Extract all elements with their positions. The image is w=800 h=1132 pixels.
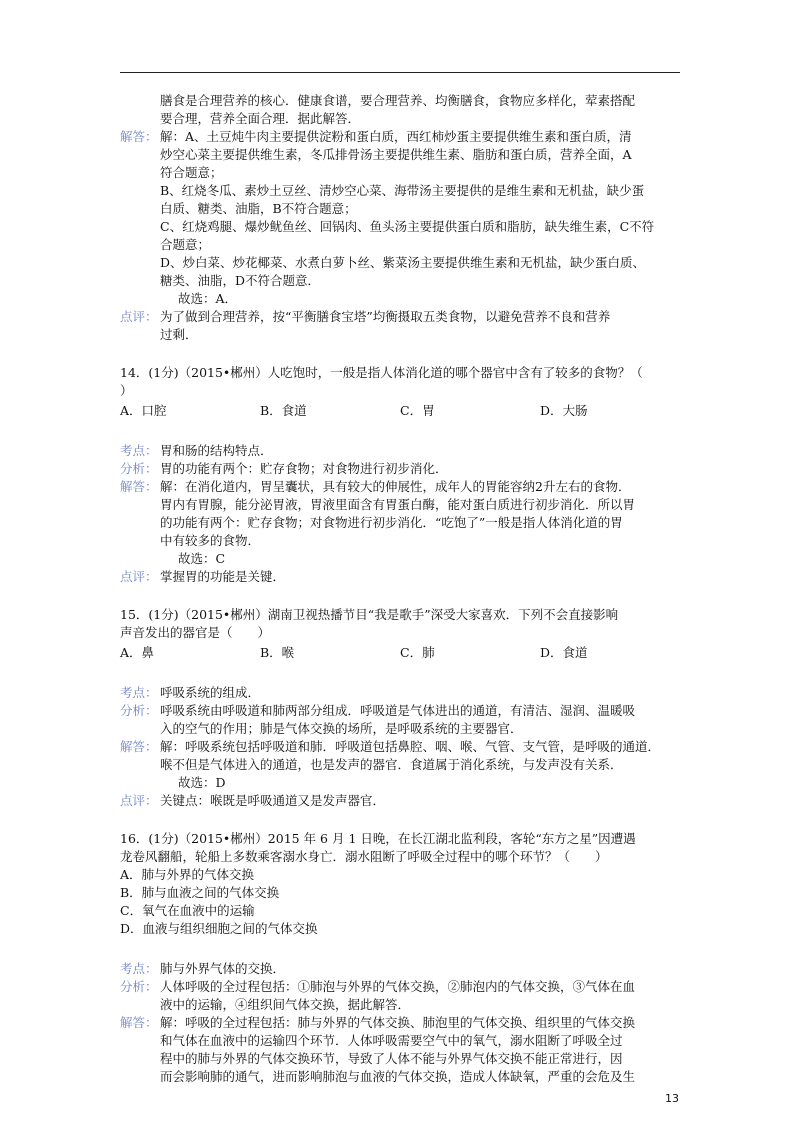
comment-label: 点评： [120, 309, 158, 324]
kaodian [120, 442, 680, 460]
kaodian-label: 考点： [120, 961, 158, 976]
answer-label: 解答： [120, 1015, 158, 1030]
text-line: 解：在消化道内，胃呈囊状，具有较大的伸展性，成年人的胃能容纳2升左右的食物． [160, 479, 631, 494]
answer [120, 738, 680, 792]
comment-label: 点评： [120, 793, 158, 808]
header-rule [120, 72, 680, 73]
fenxi [120, 460, 680, 478]
fenxi [120, 702, 680, 738]
choice-line: 故选：A． [178, 291, 238, 306]
comment-label: 点评： [120, 569, 158, 584]
fenxi [120, 978, 680, 1014]
fenxi-text: 胃的功能有两个：贮存食物；对食物进行初步消化． [160, 461, 448, 476]
option-b: B．喉 [260, 645, 295, 660]
text-line: 程中的肺与外界的气体交换环节，导致了人体不能与外界气体交换不能正常进行，因 [160, 1051, 623, 1066]
kaodian [120, 684, 680, 702]
text-line: 解：呼吸系统包括呼吸道和肺．呼吸道包括鼻腔、咽、喉、气管、支气管，是呼吸的通道． [160, 739, 661, 754]
question-15 [120, 606, 680, 810]
text-line: B、红烧冬瓜、素炒土豆丝、清炒空心菜、海带汤主要提供的是维生素和无机盐，缺少蛋 [160, 183, 645, 198]
option-a: A．鼻 [120, 645, 155, 660]
option-a: A．肺与外界的气体交换 [120, 867, 255, 882]
kaodian-text: 呼吸系统的组成． [160, 685, 261, 700]
text-line: 过剩． [160, 327, 198, 342]
comment-text: 关键点：喉既是呼吸通道又是发声器官． [160, 793, 386, 808]
text-line: 胃内有胃腺，能分泌胃液，胃液里面含有胃蛋白酶，能对蛋白质进行初步消化．所以胃 [160, 497, 636, 512]
kaodian-text: 肺与外界气体的交换． [160, 961, 286, 976]
text-line: 符合题意； [160, 165, 223, 180]
option-c: C．胃 [400, 403, 435, 418]
question-stem: 15．(1分)（2015•郴州）湖南卫视热播节目“我是歌手”深受大家喜欢．下列不会直接影响 [120, 607, 619, 622]
option-b: B．食道 [260, 403, 307, 418]
answer-label: 解答： [120, 739, 158, 754]
question-stem: 14．(1分)（2015•郴州）人吃饱时，一般是指人体消化道的哪个器官中含有了较多的食物？（ [120, 365, 643, 380]
options [120, 644, 680, 662]
text-line: 人体呼吸的全过程包括：①肺泡与外界的气体交换，②肺泡内的气体交换，③气体在血 [160, 979, 636, 994]
text-line: C、红烧鸡腿、爆炒鱿鱼丝、回锅肉、鱼头汤主要提供蛋白质和脂肪，缺失维生素，C不符 [160, 219, 655, 234]
text-line: 要合理，营养全面合理．据此解答． [160, 111, 361, 126]
text-line: 中有较多的食物． [160, 533, 261, 548]
answer-label: 解答： [120, 129, 158, 144]
option-a: A．口腔 [120, 403, 167, 418]
page-content [120, 92, 680, 1086]
question-stem: 声音发出的器官是（ ） [120, 625, 271, 640]
kaodian [120, 960, 680, 978]
q13-answer [120, 128, 680, 308]
text-line: 的功能有两个：贮存食物；对食物进行初步消化．“吃饱了”一般是指人体消化道的胃 [160, 515, 623, 530]
fenxi-label: 分析： [120, 979, 158, 994]
answer-label: 解答： [120, 479, 158, 494]
option-d: D．血液与组织细胞之间的气体交换 [120, 921, 318, 936]
text-line: D、炒白菜、炒花椰菜、水煮白萝卜丝、紫菜汤主要提供维生素和无机盐，缺少蛋白质、 [160, 255, 646, 270]
text-line: 白质、糖类、油脂，B不符合题意； [160, 201, 357, 216]
choice-line: 故选：D [178, 775, 226, 790]
text-line: 解：呼吸的全过程包括：肺与外界的气体交换、肺泡里的气体交换、组织里的气体交换 [160, 1015, 636, 1030]
text-line: 膳食是合理营养的核心．健康食谱，要合理营养、均衡膳食，食物应多样化，荤素搭配 [160, 93, 636, 108]
question-stem: ） [120, 383, 133, 398]
option-c: C．氧气在血液中的运输 [120, 903, 255, 918]
option-d: D．食道 [540, 645, 588, 660]
text-line: 合题意； [160, 237, 211, 252]
text-line: 入的空气的作用；肺是气体交换的场所，是呼吸系统的主要器官． [160, 721, 523, 736]
fenxi-label: 分析： [120, 703, 158, 718]
text-line: 糖类、油脂，D不符合题意． [160, 273, 321, 288]
question-14 [120, 364, 680, 586]
question-16 [120, 830, 680, 1086]
page-number: 13 [665, 1092, 679, 1105]
text-line: 而会影响肺的通气，进而影响肺泡与血液的气体交换，造成人体缺氧，严重的会危及生 [160, 1069, 636, 1084]
question-stem: 16．(1分)（2015•郴州）2015 年 6 月 1 日晚，在长江湖北监利段，客轮“东方之星”因遭遇 [120, 831, 636, 846]
kaodian-label: 考点： [120, 685, 158, 700]
kaodian-text: 胃和肠的结构特点． [160, 443, 273, 458]
comment [120, 792, 680, 810]
q13-analysis-continuation [120, 92, 680, 128]
kaodian-label: 考点： [120, 443, 158, 458]
options [120, 402, 680, 420]
answer [120, 478, 680, 568]
option-d: D．大肠 [540, 403, 588, 418]
text-line: 液中的运输，④组织间气体交换，据此解答． [160, 997, 411, 1012]
text-line: 为了做到合理营养，按“平衡膳食宝塔”均衡摄取五类食物，以避免营养不良和营养 [160, 309, 611, 324]
option-c: C．肺 [400, 645, 435, 660]
q13-comment [120, 308, 680, 344]
fenxi-label: 分析： [120, 461, 158, 476]
text-line: 解：A、土豆炖牛肉主要提供淀粉和蛋白质，西红柿炒蛋主要提供维生素和蛋白质，清 [160, 129, 632, 144]
comment-text: 掌握胃的功能是关键． [160, 569, 286, 584]
text-line: 和气体在血液中的运输四个环节．人体呼吸需要空气中的氧气，溺水阻断了呼吸全过 [160, 1033, 623, 1048]
text-line: 喉不但是气体进入的通道，也是发声的器官．食道属于消化系统，与发声没有关系． [160, 757, 623, 772]
choice-line: 故选：C [178, 551, 226, 566]
comment [120, 568, 680, 586]
question-stem: 龙卷风翻船，轮船上多数乘客溺水身亡．溺水阻断了呼吸全过程中的哪个环节？（ ） [120, 849, 608, 864]
option-b: B．肺与血液之间的气体交换 [120, 885, 280, 900]
answer [120, 1014, 680, 1086]
text-line: 炒空心菜主要提供维生素，冬瓜排骨汤主要提供维生素、脂肪和蛋白质，营养全面，A [160, 147, 632, 162]
text-line: 呼吸系统由呼吸道和肺两部分组成．呼吸道是气体进出的通道，有清洁、湿润、温暖吸 [160, 703, 636, 718]
